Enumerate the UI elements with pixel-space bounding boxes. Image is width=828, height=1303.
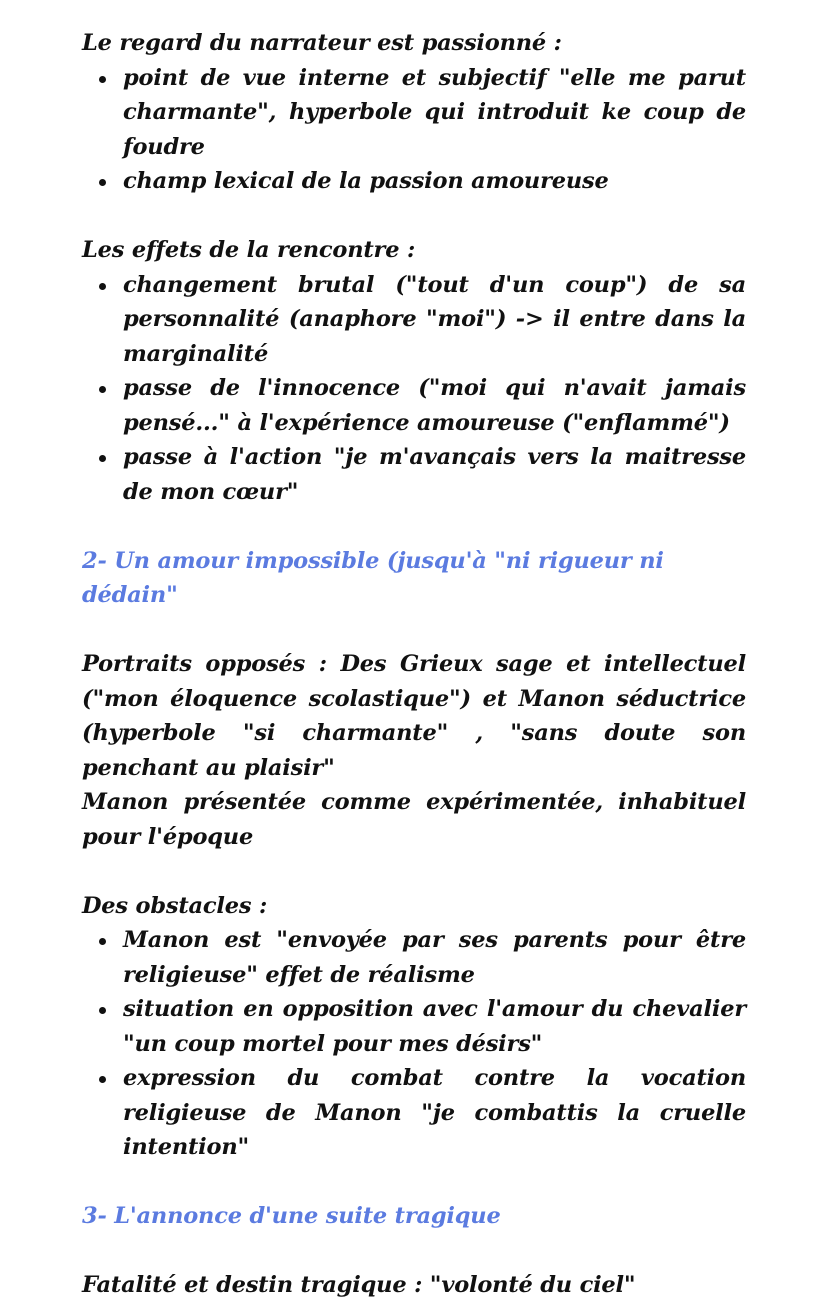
spacer: [82, 1165, 746, 1200]
list-item: [123, 164, 746, 199]
list-item-text: passe de l'innocence ("moi qui n'avait jamais pensé..." à l'expérience amoureuse ("enflammé"): [123, 375, 746, 436]
list-item-text: champ lexical de la passion amoureuse: [123, 168, 609, 194]
section-heading-3: 3- L'annonce d'une suite tragique: [82, 1203, 501, 1229]
list-item: [123, 923, 746, 992]
list-item-text: situation en opposition avec l'amour du chevalier "un coup mortel pour mes désirs": [123, 996, 746, 1057]
portraits-paragraph: Portraits opposés : Des Grieux sage et intellectuel ("mon éloquence scolastique") et Manon séductrice (hyperbole "si charmante" , "sans doute son penchant au plaisir": [82, 651, 746, 781]
list-item: [123, 1061, 746, 1165]
bullet-dot-icon: [99, 179, 106, 186]
document-page: [82, 26, 746, 1303]
obstacles-title: Des obstacles :: [82, 892, 268, 919]
list-item-text: point de vue interne et subjectif "elle me parut charmante", hyperbole qui introduit ke coup de foudre: [123, 64, 746, 160]
bullet-dot-icon: [99, 455, 106, 462]
obstacles-list: [82, 923, 746, 1165]
bullet-dot-icon: [99, 938, 106, 945]
list-item: [123, 371, 746, 440]
list-item-text: expression du combat contre la vocation religieuse de Manon "je combattis la cruelle intention": [123, 1065, 746, 1160]
manon-paragraph: Manon présentée comme expérimentée, inhabituel pour l'époque: [82, 789, 746, 850]
gaze-list: [82, 61, 746, 199]
spacer: [82, 613, 746, 648]
effects-list: [82, 268, 746, 510]
list-item: [123, 61, 746, 165]
list-item: [123, 992, 746, 1061]
fatality-paragraph: Fatalité et destin tragique : "volonté du ciel": [82, 1272, 636, 1298]
bullet-dot-icon: [99, 76, 106, 83]
list-item: [123, 440, 746, 509]
spacer: [82, 509, 746, 544]
bullet-dot-icon: [99, 1076, 106, 1083]
bullet-dot-icon: [99, 283, 106, 290]
spacer: [82, 854, 746, 889]
bullet-dot-icon: [99, 386, 106, 393]
effects-title: Les effets de la rencontre :: [82, 237, 416, 263]
list-item: [123, 268, 746, 372]
spacer: [82, 1234, 746, 1269]
list-item-text: passe à l'action "je m'avançais vers la maitresse de mon cœur": [123, 444, 746, 505]
list-item-text: Manon est "envoyée par ses parents pour être religieuse" effet de réalisme: [123, 927, 746, 988]
section-heading-2: 2- Un amour impossible (jusqu'à "ni rigueur ni dédain": [82, 547, 664, 608]
bullet-dot-icon: [99, 1007, 106, 1014]
spacer: [82, 199, 746, 234]
list-item-text: changement brutal ("tout d'un coup") de sa personnalité (anaphore "moi") -> il entre dans la marginalité: [123, 271, 746, 367]
gaze-title: Le regard du narrateur est passionné :: [82, 30, 562, 56]
